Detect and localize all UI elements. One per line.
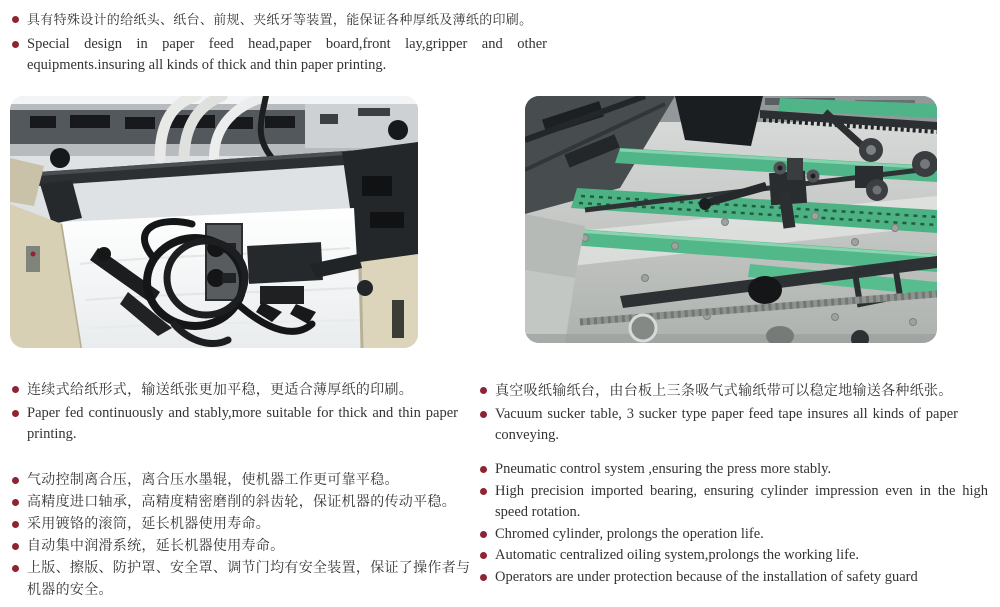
- bullet-marker-icon: [12, 410, 19, 417]
- right-feature-text-en: Vacuum sucker table, 3 sucker type paper feed tape insures all kinds of paper conveying.: [495, 406, 958, 443]
- intro-bullet-list: [12, 6, 547, 76]
- chinese-features-list: [12, 470, 474, 602]
- right-feature-section: [480, 380, 958, 447]
- bullet-marker-icon: [480, 574, 487, 581]
- right-feature-text-zh: 真空吸纸输纸台，由台板上三条吸气式输纸带可以稳定地输送各种纸张。: [495, 384, 953, 399]
- left-feature-text-en: Paper fed continuously and stably,more suitable for thick and thin paper printing.: [27, 405, 458, 442]
- left-feature-en: [12, 403, 458, 445]
- english-features-list: [480, 459, 988, 588]
- feature-item: 高精度进口轴承，高精度精密磨削的斜齿轮，保证机器的传动平稳。: [12, 492, 474, 514]
- feature-item: 采用镀铬的滚筒，延长机器使用寿命。: [12, 514, 474, 536]
- intro-text-zh: 具有特殊设计的给纸头、纸台、前规、夹纸牙等装置，能保证各种厚纸及薄纸的印刷。: [27, 12, 533, 27]
- bullet-marker-icon: [12, 565, 19, 572]
- bullet-marker-icon: [12, 477, 19, 484]
- feature-item: Chromed cylinder, prolongs the operation life.: [480, 524, 988, 546]
- feature-item: Automatic centralized oiling system,prolongs the working life.: [480, 545, 988, 567]
- feature-item: 上版、擦版、防护罩、安全罩、调节门均有安全装置，保证了操作者与机器的安全。: [12, 558, 474, 602]
- bullet-marker-icon: [480, 411, 487, 418]
- feature-item: High precision imported bearing, ensuring cylinder impression even in the high speed rotation.: [480, 481, 988, 524]
- vacuum-sucker-table-photo: [525, 96, 937, 343]
- bar-knob: [388, 120, 408, 140]
- bullet-marker-icon: [12, 521, 19, 528]
- right-feature-en: [480, 404, 958, 446]
- bullet-marker-icon: [480, 488, 487, 495]
- left-feature-text-zh: 连续式给纸形式，输送纸张更加平稳，更适合薄厚纸的印刷。: [27, 383, 414, 398]
- bullet-marker-icon: [12, 386, 19, 393]
- bullet-marker-icon: [12, 499, 19, 506]
- bullet-marker-icon: [480, 531, 487, 538]
- left-feature-list: [12, 379, 458, 445]
- vacuum-sucker-table-illustration: [525, 96, 937, 343]
- intro-section: [12, 6, 547, 77]
- feature-item: Operators are under protection because of the installation of safety guard: [480, 567, 988, 589]
- bullet-marker-icon: [12, 41, 19, 48]
- feature-item: 气动控制离合压，离合压水墨辊，使机器工作更可靠平稳。: [12, 470, 474, 492]
- bullet-marker-icon: [480, 466, 487, 473]
- bullet-marker-icon: [12, 543, 19, 550]
- chinese-features-section: [12, 470, 474, 602]
- left-feature-section: [12, 379, 458, 446]
- beige-panel-right: [360, 254, 418, 348]
- right-feature-zh: [480, 380, 958, 403]
- intro-line-en: [12, 34, 547, 76]
- bar-knob: [50, 148, 70, 168]
- intro-text-en: Special design in paper feed head,paper board,front lay,gripper and other equipments.insuring all kinds of thick and thin paper printing.: [27, 36, 547, 73]
- bullet-marker-icon: [480, 387, 487, 394]
- left-feature-zh: [12, 379, 458, 402]
- paper-feed-head-illustration: [10, 96, 418, 348]
- right-feature-list: [480, 380, 958, 446]
- english-features-section: [480, 459, 988, 588]
- intro-line-zh: [12, 6, 547, 33]
- bullet-marker-icon: [12, 16, 19, 23]
- feature-item: Pneumatic control system ,ensuring the press more stably.: [480, 459, 988, 481]
- bullet-marker-icon: [480, 552, 487, 559]
- paper-feed-head-photo: [10, 96, 418, 348]
- feature-item: 自动集中润滑系统，延长机器使用寿命。: [12, 536, 474, 558]
